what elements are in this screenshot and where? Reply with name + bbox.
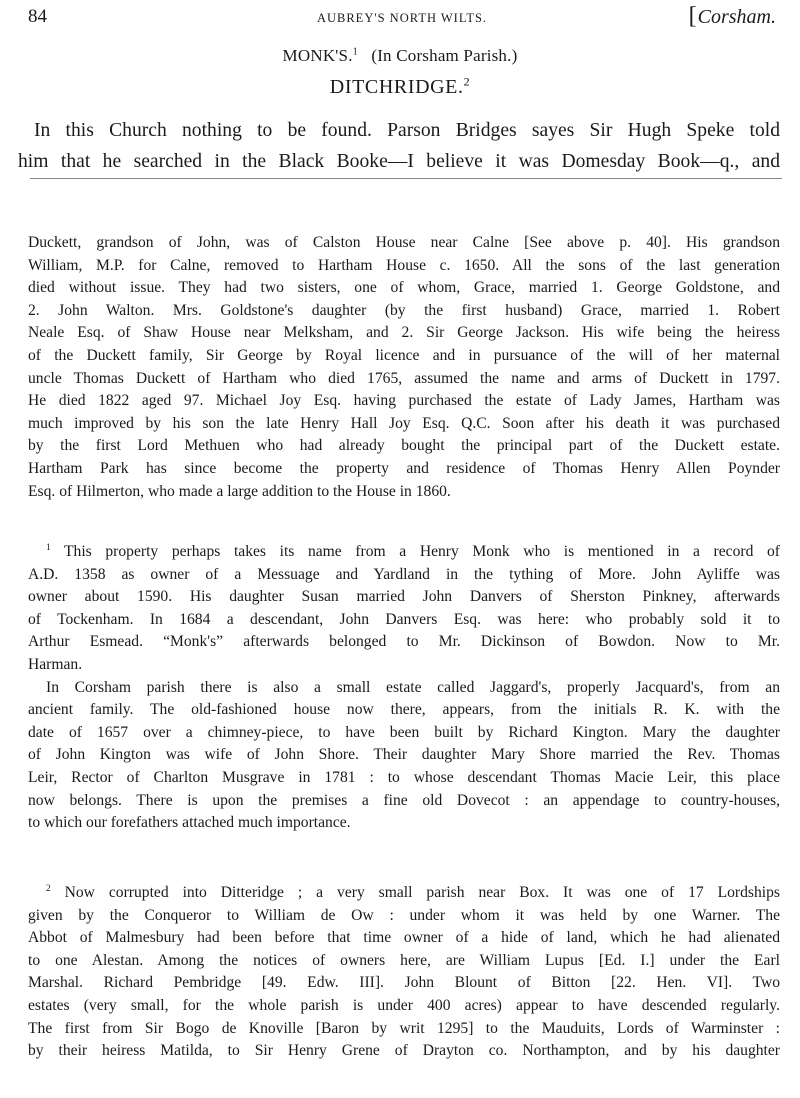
book-title: AUBREY'S NORTH WILTS. — [316, 11, 488, 25]
note-line: died without issue. They had two sisters, one of whom, Grace, married 1. George Goldstone, and — [28, 279, 780, 297]
note-line — [28, 882, 780, 905]
note-line: Abbot of Malmesbury had been before that time owner of a hide of land, which he had alienated — [28, 929, 780, 947]
note-line: date of 1657 over a chimney-piece, to have been built by Richard Kington. Mary the daughter — [28, 723, 780, 741]
note-line: Arthur Esmead. “Monk's” afterwards belonged to Mr. Dickinson of Bowdon. Now to Mr. — [28, 633, 780, 651]
main-text-line: In this Church nothing to be found. Parson Bridges sayes Sir Hugh Speke told — [34, 120, 780, 141]
heading-ditchridge-title: DITCHRIDGE. — [329, 76, 464, 98]
heading-monks — [0, 46, 800, 66]
note-line: now belongs. There is upon the premises a fine old Dovecot : an appendage to country-houses, — [28, 791, 780, 809]
footnote-2 — [28, 882, 780, 1063]
footnote-2-marker: 2 — [46, 883, 51, 894]
note-line: to one Alestan. Among the notices of owners here, are William Lupus [Ed. I.] under the Earl — [28, 951, 780, 969]
note-line-text: This property perhaps takes its name from a Henry Monk who is mentioned in a record of — [64, 543, 780, 560]
page-number: 84 — [28, 6, 47, 27]
note-line: of John Kington was wife of John Shore. Their daughter Mary Shore married the Rev. Thomas — [28, 746, 780, 764]
note-line: Hartham Park has since become the property and residence of Thomas Henry Allen Poynder — [28, 459, 780, 477]
footnote-1-marker: 1 — [46, 542, 51, 553]
note-line: ancient family. The old-fashioned house now there, appears, from the initials R. K. with the — [28, 701, 780, 719]
note-line: 2. John Walton. Mrs. Goldstone's daughter (by the first husband) Grace, married 1. Robert — [28, 301, 780, 319]
footnote-ref-2[interactable]: 2 — [463, 74, 471, 89]
note-line: estates (very small, for the whole parish is under 400 acres) appear to have descended regularly. — [28, 996, 780, 1014]
note-line: Harman. — [28, 655, 83, 673]
section-name: Corsham. — [697, 6, 776, 28]
footnote-1 — [28, 541, 780, 835]
note-line: of Tockenham. In 1684 a descendant, John Danvers Esq. was here: who probably sold it to — [28, 610, 780, 628]
heading-monks-title: MONK'S. — [282, 46, 353, 65]
main-text-line: him that he searched in the Black Booke—I believe it was Domesday Book—q., and — [18, 151, 780, 172]
note-line: William, M.P. for Calne, removed to Hartham House c. 1650. All the sons of the last generation — [28, 256, 780, 274]
note-line: The first from Sir Bogo de Knoville [Baron by writ 1295] to the Mauduits, Lords of Warminster : — [28, 1019, 780, 1037]
note-line: Neale Esq. of Shaw House near Melksham, and 2. Sir George Jackson. His wife being the heiress — [28, 324, 780, 342]
footnote-ref-1[interactable]: 1 — [352, 46, 358, 58]
note-line: by the first Lord Methuen who had already bought the principal part of the Duckett estate. — [28, 437, 780, 455]
note-line: He died 1822 aged 97. Michael Joy Esq. having purchased the estate of Lady James, Hartham was — [28, 392, 780, 410]
heading-ditchridge — [0, 76, 800, 99]
footnote-divider — [30, 178, 782, 179]
section-bracket: [ — [688, 3, 697, 29]
note-line-text: Now corrupted into Ditteridge ; a very small parish near Box. It was one of 17 Lordships — [64, 884, 780, 901]
heading-monks-parish: (In Corsham Parish.) — [371, 46, 518, 65]
note-line: Marshal. Richard Pembridge [49. Edw. III]. John Blount of Bitton [22. Hen. VI]. Two — [28, 974, 780, 992]
note-line: by their heiress Matilda, to Sir Henry Grene of Drayton co. Northampton, and by his daughter — [28, 1042, 780, 1060]
section-label — [688, 3, 776, 29]
note-line: A.D. 1358 as owner of a Messuage and Yardland in the tything of More. John Ayliffe was — [28, 565, 780, 583]
note-line: to which our forefathers attached much importance. — [28, 814, 351, 832]
continuation-note — [28, 232, 780, 503]
note-line: owner about 1590. His daughter Susan married John Danvers of Sherston Pinkney, afterwards — [28, 588, 780, 606]
running-head — [28, 3, 776, 36]
note-line — [28, 541, 780, 564]
note-line: uncle Thomas Duckett of Hartham who died 1765, assumed the name and arms of Duckett in 1797. — [28, 369, 780, 387]
note-line: much improved by his son the late Henry Hall Joy Esq. Q.C. Soon after his death it was purchased — [28, 414, 780, 432]
note-line: of the Duckett family, Sir George by Royal licence and in pursuance of the will of her maternal — [28, 346, 780, 364]
note-line: In Corsham parish there is also a small estate called Jaggard's, properly Jacquard's, from an — [46, 678, 780, 696]
note-line: given by the Conqueror to William de Ow : under whom it was held by one Warner. The — [28, 906, 780, 924]
note-line: Duckett, grandson of John, was of Calston House near Calne [See above p. 40]. His grandson — [28, 234, 780, 251]
note-line: Leir, Rector of Charlton Musgrave in 1781 : to whose descendant Thomas Macie Leir, this place — [28, 768, 780, 786]
main-text — [18, 115, 780, 177]
note-line: Esq. of Hilmerton, who made a large addition to the House in 1860. — [28, 482, 451, 500]
